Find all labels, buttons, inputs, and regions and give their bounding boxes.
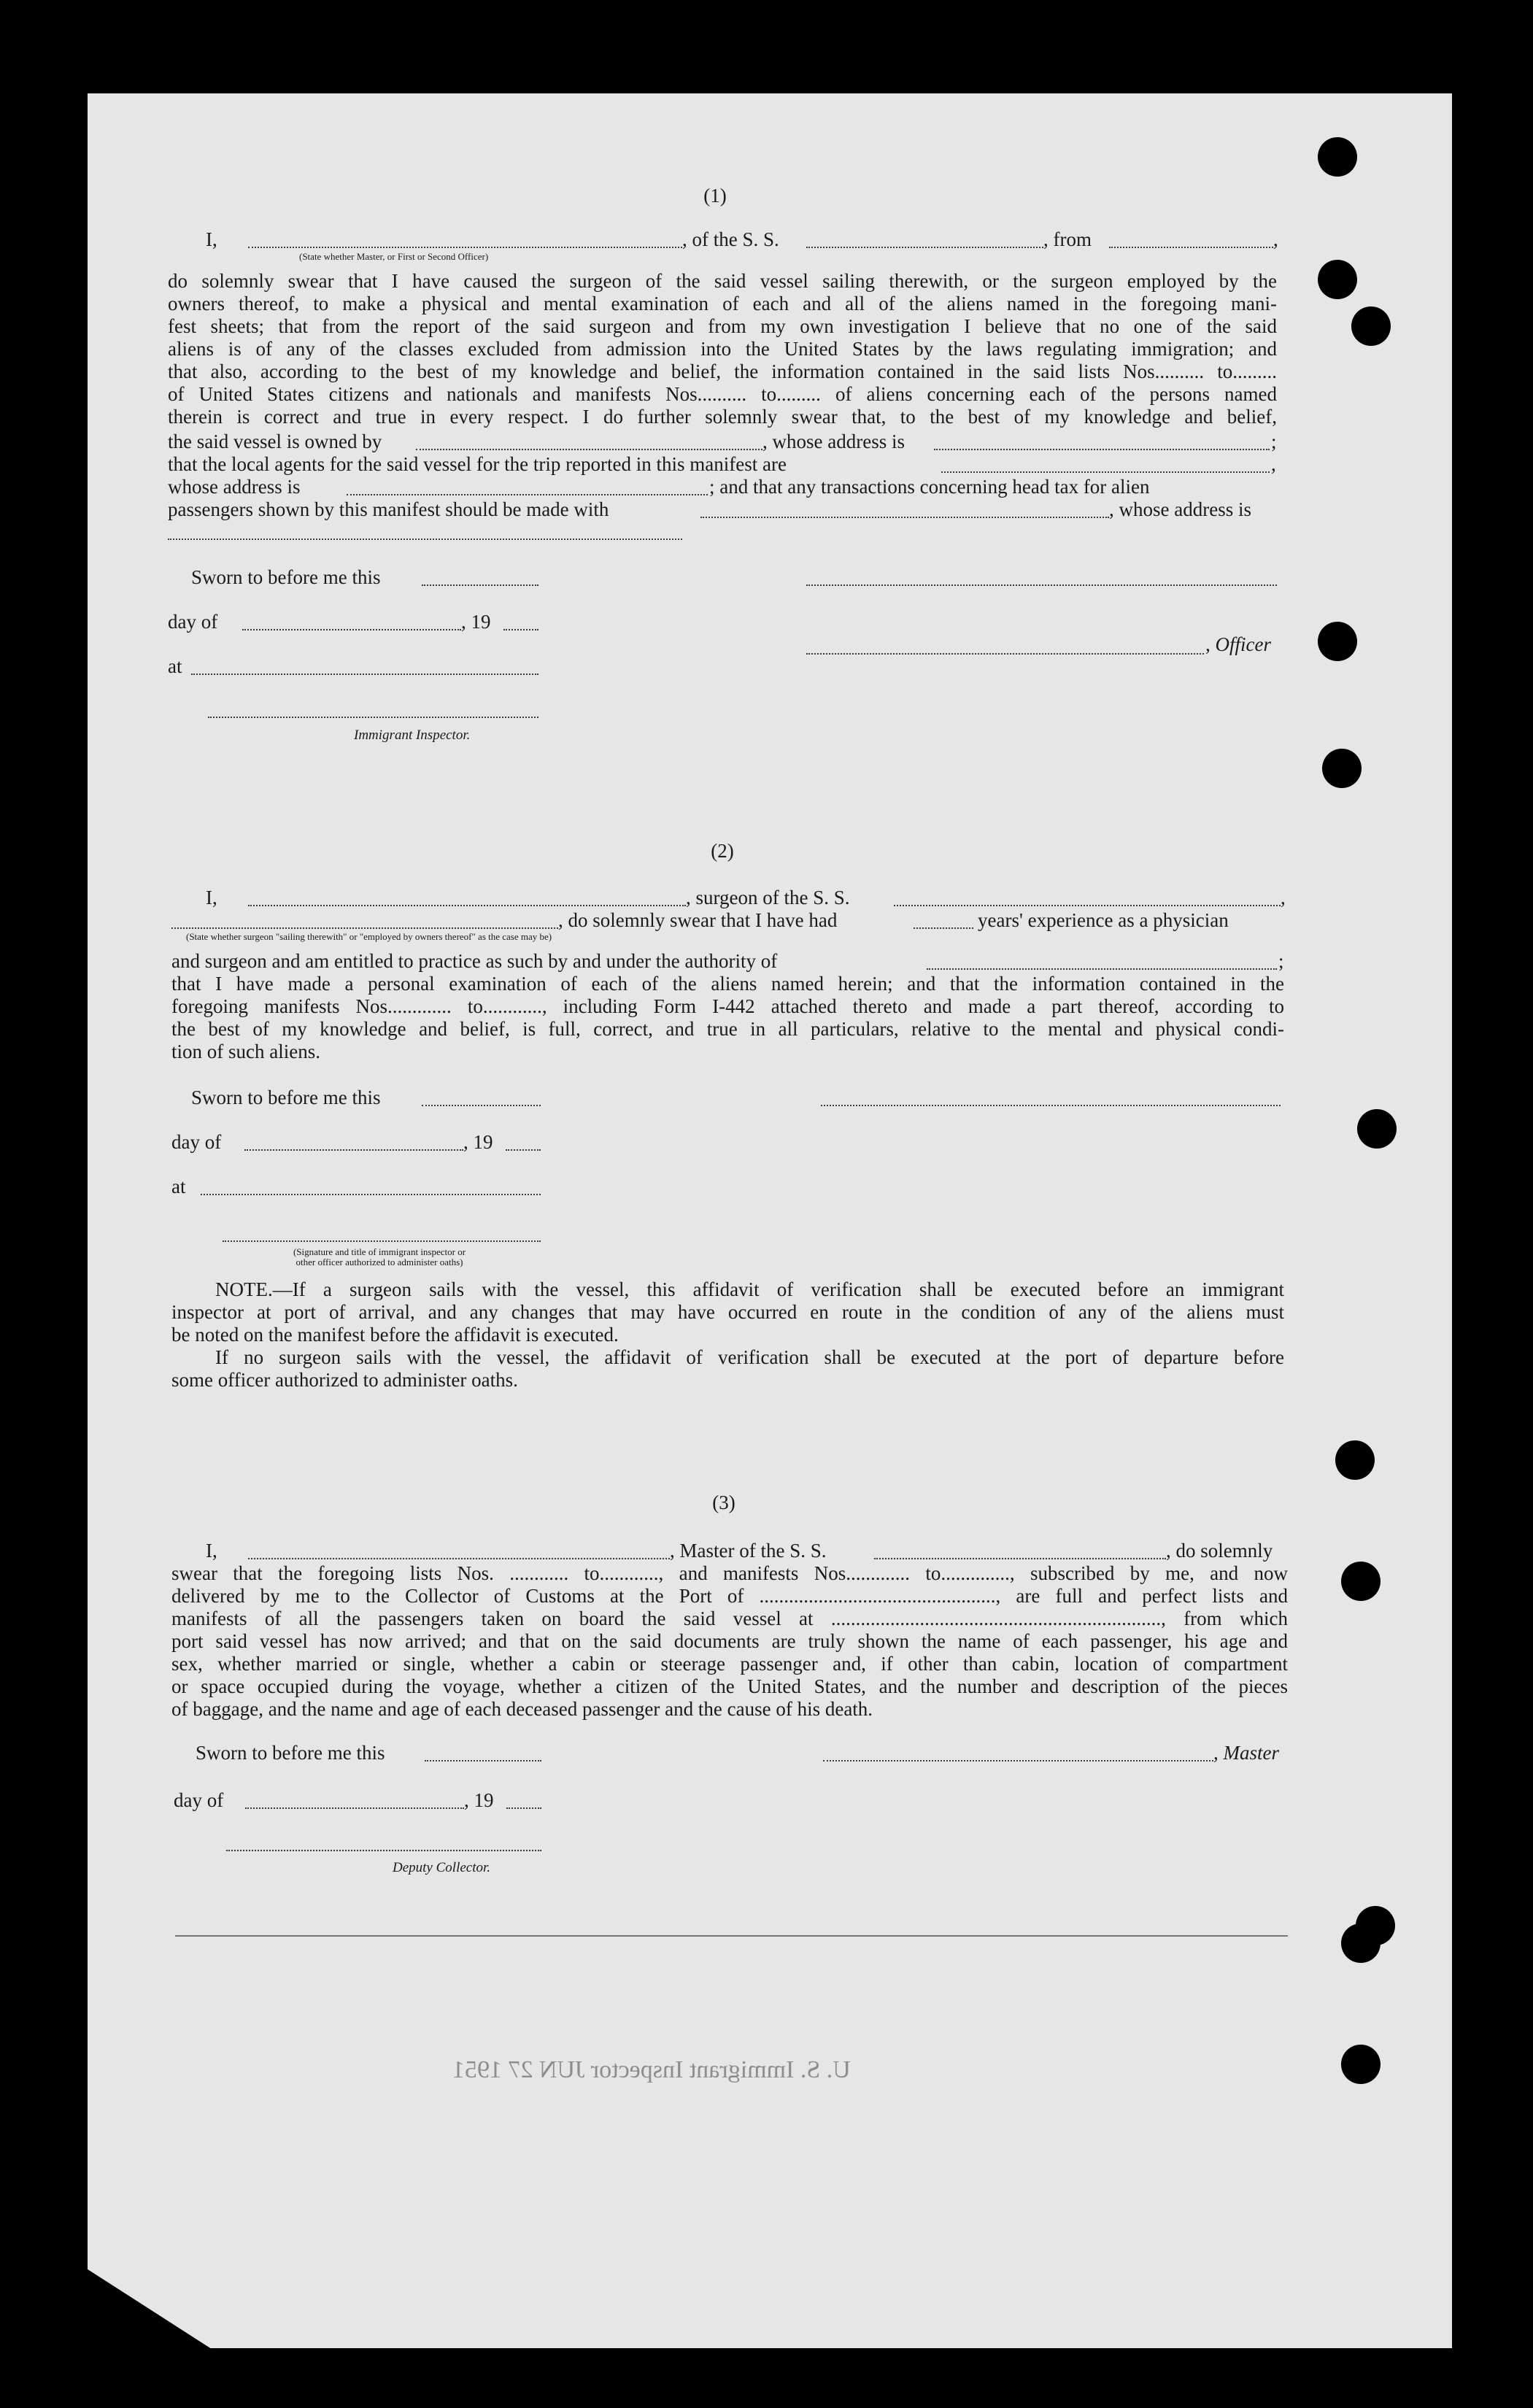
head-tax-agent-blank [700,517,1109,518]
day-of-label: day of [171,1131,222,1153]
officer-title-blank [806,653,1204,655]
month-blank [242,629,461,630]
sworn-label: Sworn to before me this [196,1742,385,1764]
solemnly-label: , do solemnly [1166,1540,1273,1562]
deputy-signature-blank [226,1850,541,1851]
master-ship-label: , Master of the S. S. [670,1540,827,1562]
section-number: (3) [712,1492,735,1513]
binder-hole [1341,2045,1381,2084]
binder-hole [1351,306,1391,346]
surgeon-name-blank [248,905,686,906]
paragraph-line: therein is correct and true in every respect. I do further solemnly swear that, to the best of my knowledge and belief, [168,406,1277,428]
paragraph-line: swear that the foregoing lists Nos. ............ to............, and manifests Nos............. to.............., subscribed by me, and now [171,1562,1288,1584]
year-label: , 19 [463,1131,493,1153]
sworn-day-blank [422,1105,541,1106]
note-line: some officer authorized to administer oaths. [171,1369,518,1391]
sworn-day-blank [425,1760,541,1761]
binder-hole [1341,1923,1381,1963]
day-of-label: day of [168,611,218,633]
year-blank [503,629,538,630]
punctuation: ; [1271,431,1277,452]
punctuation: ; [1278,950,1284,972]
agents-label: that the local agents for the said vessel for the trip reported in this manifest are [168,453,787,475]
note-line: inspector at port of arrival, and any changes that may have occurred en route in the condition of any of the aliens must [171,1301,1284,1323]
oath-paragraph [168,270,1277,428]
agents-blank [941,471,1270,473]
inspector-caption: Immigrant Inspector. [354,728,471,743]
punctuation: , [1273,228,1278,250]
field-caption: other officer authorized to administer oaths) [296,1257,463,1267]
master-signature-blank [823,1760,1213,1761]
month-blank [245,1807,464,1809]
agents-address-blank [347,494,708,495]
owner-blank [416,449,762,450]
note-line: NOTE.—If a surgeon sails with the vessel, this affidavit of verification shall be executed before an immigrant [215,1278,1284,1300]
master-name-blank [248,1558,670,1559]
year-blank [506,1807,541,1809]
year-label: , 19 [464,1789,494,1811]
officer-signature-blank [806,584,1277,586]
paragraph-line: sex, whether married or single, whether a cabin or steerage passenger and, if other than cabin, location of compartment [171,1653,1288,1675]
note-line: be noted on the manifest before the affidavit is executed. [171,1324,619,1346]
inspector-signature-blank [223,1240,541,1242]
from-label: , from [1043,228,1092,250]
paragraph-line: aliens is of any of the classes excluded from admission into the United States by the laws regulating immigration; and [168,338,1277,360]
surgeon-paragraph [171,973,1284,1063]
day-of-label: day of [174,1789,224,1811]
field-caption: (State whether surgeon "sailing therewith" or "employed by owners thereof" as the case may be) [186,931,552,942]
paragraph-line: of baggage, and the name and age of each deceased passenger and the cause of his death. [171,1698,873,1720]
paragraph-line: port said vessel has now arrived; and that on the said documents are truly shown the name of each passenger, his age and [171,1630,1288,1652]
swear-label: , do solemnly swear that I have had [558,909,838,931]
at-place-blank [191,674,538,675]
surgeon-signature-blank [821,1105,1281,1106]
authority-label: and surgeon and am entitled to practice as such by and under the authority of [171,950,778,972]
year-blank [506,1149,541,1151]
sworn-label: Sworn to before me this [191,566,381,588]
ship-name-blank [806,247,1043,248]
bleed-through-stamp: U. S. Immigrant Inspector JUN 27 1951 [452,2056,851,2083]
owner-label: the said vessel is owned by [168,431,382,452]
field-caption: (Signature and title of immigrant inspector or [293,1246,466,1257]
head-tax-address-blank [168,539,682,540]
paragraph-line: foregoing manifests Nos............. to............, including Form I-442 attached thereto and made a part thereof, according to [171,995,1284,1017]
paragraph-line: do solemnly swear that I have caused the surgeon of the said vessel sailing therewith, or the surgeon employed by the [168,270,1277,292]
passengers-label: passengers shown by this manifest should be made with [168,498,609,520]
binder-hole [1322,749,1362,788]
officer-name-blank [248,247,682,248]
agents-address-label: whose address is [168,476,301,498]
sworn-label: Sworn to before me this [191,1087,381,1108]
at-label: at [168,655,182,677]
ship-label: , of the S. S. [682,228,779,250]
section-number: (2) [711,840,734,862]
binder-hole [1318,622,1357,661]
oath-pronoun: I, [206,228,217,250]
surgeon-ship-blank [894,905,1281,906]
binder-hole [1357,1109,1397,1149]
month-blank [244,1149,463,1151]
punctuation: , [1281,887,1286,908]
authority-blank [927,968,1277,970]
years-blank [914,927,973,929]
oath-pronoun: I, [206,1540,217,1562]
oath-pronoun: I, [206,887,217,908]
punctuation: , [1271,453,1276,475]
paragraph-line: that also, according to the best of my knowledge and belief, the information contained in the said lists Nos.......... to......... [168,360,1277,382]
master-ship-blank [874,1558,1166,1559]
owner-address-blank [934,449,1270,450]
year-label: , 19 [461,611,491,633]
at-place-blank [201,1194,541,1195]
note-paragraph [171,1278,1284,1392]
owner-address-label: , whose address is [762,431,905,452]
surgeon-ship-label: , surgeon of the S. S. [686,887,850,908]
binder-hole [1335,1440,1375,1480]
binder-hole [1318,137,1357,177]
field-caption: (State whether Master, or First or Second Officer) [299,251,489,262]
paragraph-line: that I have made a personal examination of each of the aliens named herein; and that the information contained in the [171,973,1284,995]
paragraph-line: or space occupied during the voyage, whether a citizen of the United States, and the number and description of the pieces [171,1675,1288,1697]
paragraph-line: of United States citizens and nationals and manifests Nos.......... to......... of aliens concerning each of the persons named [168,383,1277,405]
paragraph-line: tion of such aliens. [171,1041,320,1062]
officer-caption: , Officer [1205,633,1271,655]
head-tax-address-label: , whose address is [1109,498,1251,520]
paragraph-line: the best of my knowledge and belief, is full, correct, and true in all particulars, relative to the mental and physical condi- [171,1018,1284,1040]
deputy-caption: Deputy Collector. [393,1860,491,1875]
binder-hole [1341,1562,1381,1601]
page-rule [175,1935,1288,1937]
at-label: at [171,1176,186,1197]
surgeon-status-blank [171,927,558,929]
paragraph-line: fest sheets; that from the report of the said surgeon and from my own investigation I believe that no one of the said [168,315,1277,337]
note-line: If no surgeon sails with the vessel, the affidavit of verification shall be executed at the port of departure before [215,1346,1284,1368]
delivery-paragraph [171,1562,1288,1721]
sworn-day-blank [422,584,538,586]
paragraph-line: manifests of all the passengers taken on board the said vessel at ..................................................................., from which [171,1608,1288,1629]
head-tax-text: ; and that any transactions concerning head tax for alien [709,476,1150,498]
years-label: years' experience as a physician [978,909,1229,931]
binder-hole [1318,260,1357,299]
inspector-signature-blank [208,717,538,718]
master-caption: , Master [1213,1742,1279,1764]
from-port-blank [1109,247,1273,248]
paragraph-line: owners thereof, to make a physical and mental examination of each and all of the aliens named in the foregoing mani- [168,293,1277,314]
section-number: (1) [703,185,727,207]
paragraph-line: delivered by me to the Collector of Customs at the Port of ................................................, are full and perfect lists and [171,1585,1288,1607]
